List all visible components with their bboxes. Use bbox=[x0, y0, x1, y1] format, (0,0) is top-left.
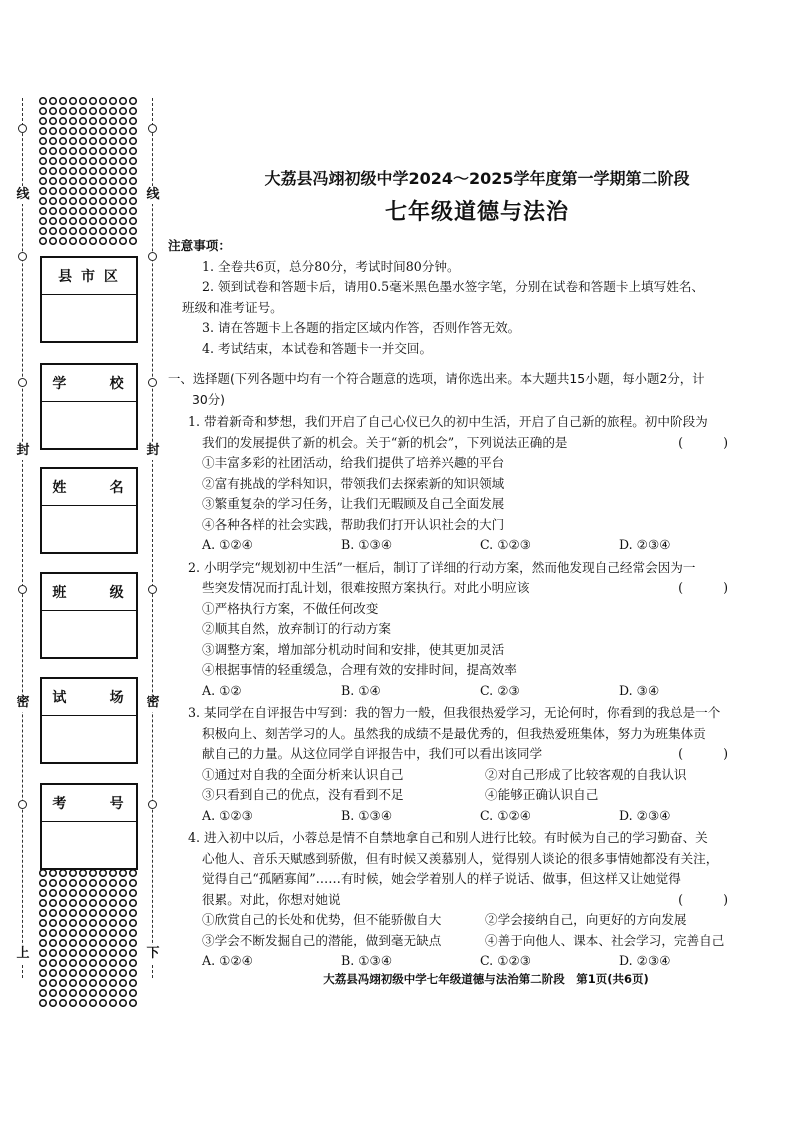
note-item: 班级和准考证号。 bbox=[182, 299, 283, 315]
option-a[interactable]: A. ①②④ bbox=[202, 953, 253, 968]
option-a[interactable]: A. ①② bbox=[202, 682, 242, 698]
option-a[interactable]: A. ①②③ bbox=[202, 807, 253, 823]
field-label: 试 场 bbox=[42, 679, 136, 716]
answer-options bbox=[168, 806, 768, 827]
question-stem-text: 我们的发展提供了新的机会。关于“新的机会”，下列说法正确的是 bbox=[202, 434, 568, 450]
seal-line-right bbox=[152, 98, 153, 978]
statement: ①丰富多彩的社团活动，给我们提供了培养兴趣的平台 bbox=[202, 455, 505, 470]
section-heading bbox=[168, 369, 768, 410]
notes-heading: 注意事项： bbox=[168, 238, 231, 253]
question-3 bbox=[168, 703, 768, 826]
field-label: 学 校 bbox=[42, 365, 136, 402]
binding-ring bbox=[148, 124, 157, 133]
binding-ring bbox=[148, 252, 157, 261]
note-item: 3. 请在答题卡上各题的指定区域内作答，否则作答无效。 bbox=[202, 320, 521, 335]
section-heading-line: 一、选择题(下列各题中均有一个符合题意的选项，请你选出来。本大题共15小题，每小题2分，计 bbox=[168, 371, 705, 386]
field-value[interactable] bbox=[42, 295, 136, 341]
seal-line-left bbox=[22, 98, 23, 978]
exam-number-field[interactable] bbox=[40, 783, 138, 870]
statement: ①通过对自我的全面分析来认识自己 bbox=[202, 766, 404, 782]
binding-ring bbox=[148, 378, 157, 387]
statement: ①欣赏自己的长处和优势，但不能骄傲自大 bbox=[202, 912, 442, 927]
option-c[interactable]: C. ②③ bbox=[480, 682, 520, 698]
option-d[interactable]: D. ②③④ bbox=[619, 537, 671, 552]
school-field[interactable] bbox=[40, 363, 138, 450]
binding-strip bbox=[0, 0, 165, 1125]
field-label: 考 号 bbox=[42, 785, 136, 822]
option-b[interactable]: B. ①④ bbox=[341, 682, 381, 698]
statement-row bbox=[168, 931, 768, 952]
field-label: 县 市 区 bbox=[42, 258, 136, 295]
option-c[interactable]: C. ①②④ bbox=[480, 807, 532, 823]
question-stem: 2. 小明学完“规划初中生活”一框后，制订了详细的行动方案，然而他发现自己经常会因为一 bbox=[188, 559, 696, 575]
question-stem: 觉得自己“孤陋寡闻”……有时候，她会学着别人的样子说话、做事，但这样又让她觉得 bbox=[202, 871, 681, 886]
option-b[interactable]: B. ①③④ bbox=[341, 953, 393, 968]
statement: ②富有挑战的学科知识，带领我们去探索新的知识领域 bbox=[202, 475, 505, 491]
statement: ③只看到自己的优点，没有看到不足 bbox=[202, 787, 404, 802]
seal-label-left: 上 bbox=[13, 945, 33, 963]
question-stem: 1. 带着新奇和梦想，我们开启了自己心仪已久的初中生活，开启了自己新的旅程。初中阶段为 bbox=[188, 414, 708, 429]
binding-ring bbox=[18, 378, 27, 387]
option-a[interactable]: A. ①②④ bbox=[202, 537, 253, 552]
statement: ③学会不断发掘自己的潜能，做到毫无缺点 bbox=[202, 932, 442, 948]
section-heading-line: 30分) bbox=[192, 391, 225, 407]
question-stem bbox=[168, 578, 768, 599]
exam-page-content bbox=[168, 168, 768, 972]
note-item: 2. 领到试卷和答题卡后，请用0.5毫米黑色墨水签字笔，分别在试卷和答题卡上填写姓名、 bbox=[202, 279, 705, 294]
statement: ②学会接纳自己，向更好的方向发展 bbox=[485, 912, 687, 927]
statement-row bbox=[168, 910, 768, 931]
statement-row bbox=[168, 765, 768, 786]
binding-ring bbox=[18, 124, 27, 133]
field-value[interactable] bbox=[42, 402, 136, 448]
answer-bracket: ( ) bbox=[678, 434, 746, 450]
seal-label-right: 封 bbox=[143, 442, 163, 460]
question-stem bbox=[168, 744, 768, 765]
option-b[interactable]: B. ①③④ bbox=[341, 537, 393, 552]
field-value[interactable] bbox=[42, 716, 136, 762]
question-2 bbox=[168, 558, 768, 702]
answer-options bbox=[168, 535, 768, 556]
question-stem-text: 很累。对此，你想对她说 bbox=[202, 891, 341, 907]
seal-label-right: 密 bbox=[143, 694, 163, 712]
binding-ring bbox=[148, 585, 157, 594]
field-label: 班 级 bbox=[42, 574, 136, 611]
answer-options bbox=[168, 951, 768, 972]
name-field[interactable] bbox=[40, 467, 138, 554]
question-stem-text: 些突发情况而打乱计划，很难按照方案执行。对此小明应该 bbox=[202, 580, 530, 595]
option-d[interactable]: D. ②③④ bbox=[619, 953, 671, 968]
statement: ②顺其自然，放弃制订的行动方案 bbox=[202, 621, 391, 636]
answer-bracket: ( ) bbox=[678, 746, 746, 761]
question-stem: 心他人、音乐天赋感到骄傲，但有时候又羡慕别人，觉得别人谈论的很多事情她都没有关注， bbox=[202, 850, 719, 866]
seal-label-left: 密 bbox=[13, 694, 33, 712]
statement: ②对自己形成了比较客观的自我认识 bbox=[485, 766, 687, 782]
option-d[interactable]: D. ②③④ bbox=[619, 807, 671, 823]
notes bbox=[168, 236, 768, 359]
option-d[interactable]: D. ③④ bbox=[619, 682, 660, 698]
statement: ③繁重复杂的学习任务，让我们无暇顾及自己全面发展 bbox=[202, 496, 505, 511]
question-stem: 积极向上、刻苦学习的人。虽然我的成绩不是最优秀的，但我热爱班集体，努力为班集体贡 bbox=[202, 725, 706, 741]
answer-bracket: ( ) bbox=[678, 580, 746, 595]
binding-ring bbox=[148, 800, 157, 809]
question-1 bbox=[168, 412, 768, 556]
exam-title: 大荔县冯翊初级中学2024～2025学年度第一学期第二阶段 bbox=[264, 169, 690, 188]
field-value[interactable] bbox=[42, 506, 136, 552]
option-b[interactable]: B. ①③④ bbox=[341, 807, 393, 823]
statement: ④能够正确认识自己 bbox=[485, 787, 599, 802]
statement: ③调整方案，增加部分机动时间和安排，使其更加灵活 bbox=[202, 641, 505, 657]
binding-ring bbox=[18, 585, 27, 594]
question-stem bbox=[168, 433, 768, 454]
page-footer: 大荔县冯翊初级中学七年级道德与法治第二阶段 第1页(共6页) bbox=[323, 972, 649, 986]
statement: ④善于向他人、课本、社会学习，完善自己 bbox=[485, 932, 725, 948]
question-stem: 3. 某同学在自评报告中写到：我的智力一般，但我很热爱学习，无论何时，你看到的我总是一个 bbox=[188, 705, 721, 720]
statement-row bbox=[168, 785, 768, 806]
statement: ①严格执行方案，不做任何改变 bbox=[202, 600, 379, 616]
question-stem: 4. 进入初中以后，小蓉总是情不自禁地拿自己和别人进行比较。有时候为自己的学习勤奋、关 bbox=[188, 830, 708, 845]
seal-label-left: 封 bbox=[13, 442, 33, 460]
field-value[interactable] bbox=[42, 822, 136, 868]
question-stem-text: 献自己的力量。从这位同学自评报告中，我们可以看出该同学 bbox=[202, 746, 543, 761]
county-field[interactable] bbox=[40, 256, 138, 343]
question-4 bbox=[168, 828, 768, 972]
statement: ④根据事情的轻重缓急，合理有效的安排时间，提高效率 bbox=[202, 662, 517, 677]
statement: ④各种各样的社会实践，帮助我们打开认识社会的大门 bbox=[202, 516, 505, 532]
question-stem bbox=[168, 890, 768, 911]
note-item: 4. 考试结束，本试卷和答题卡一并交回。 bbox=[202, 340, 433, 356]
field-value[interactable] bbox=[42, 611, 136, 657]
exam-subject: 七年级道德与法治 bbox=[384, 200, 569, 225]
binding-ring bbox=[18, 252, 27, 261]
binding-dot-grid-top bbox=[38, 96, 138, 246]
exam-room-field[interactable] bbox=[40, 677, 138, 764]
seal-label-right: 下 bbox=[143, 945, 163, 963]
seal-label-right: 线 bbox=[143, 186, 163, 204]
option-c[interactable]: C. ①②③ bbox=[480, 953, 532, 968]
field-label: 姓 名 bbox=[42, 469, 136, 506]
binding-ring bbox=[18, 800, 27, 809]
option-c[interactable]: C. ①②③ bbox=[480, 537, 532, 552]
answer-options bbox=[168, 681, 768, 702]
answer-bracket: ( ) bbox=[678, 891, 746, 907]
seal-label-left: 线 bbox=[13, 186, 33, 204]
binding-dot-grid-bottom bbox=[38, 868, 138, 1008]
note-item: 1. 全卷共6页，总分80分，考试时间80分钟。 bbox=[202, 258, 460, 274]
class-field[interactable] bbox=[40, 572, 138, 659]
